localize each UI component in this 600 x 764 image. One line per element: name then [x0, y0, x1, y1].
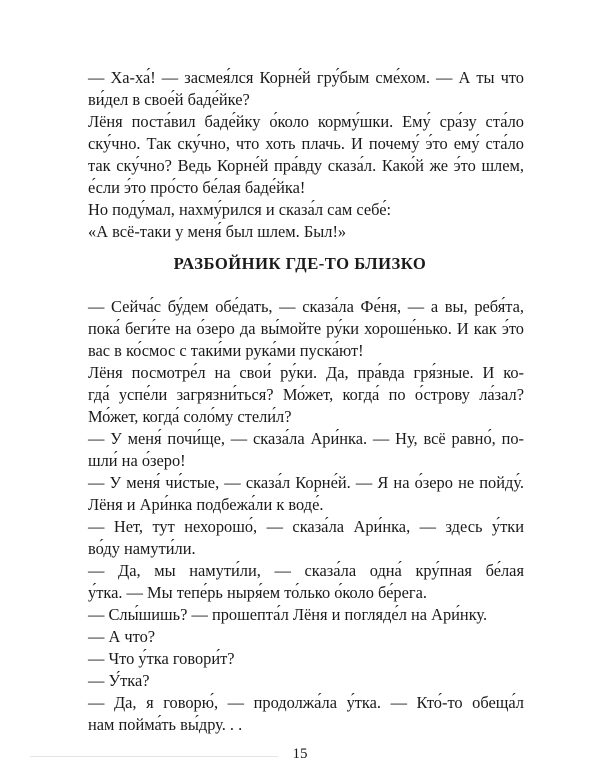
- text-line: — Да, мы намути́ли, — сказа́ла одна́ кру́пная бе́лая: [88, 561, 524, 580]
- text-line: гда́ успе́ли загрязни́ться? Мо́жет, когда́ по о́строву ла́зал?: [88, 385, 524, 404]
- text-line: вас в ко́смос с таки́ми рука́ми пуска́ют!: [88, 341, 364, 360]
- text-line: Но поду́мал, нахму́рился и сказа́л сам себе́:: [88, 200, 392, 219]
- text-line: нам пойма́ть вы́дру. . .: [88, 715, 243, 734]
- text-line: так ску́чно? Ведь Корне́й пра́вду сказа́л. Како́й же э́то шлем,: [88, 156, 524, 175]
- text-line: — Слы́шишь? — прошепта́л Лёня и погляде́л на Ари́нку.: [88, 605, 488, 624]
- text-line: Лёня и Ари́нка подбежа́ли к воде́.: [88, 495, 324, 514]
- text-line: у́тка. — Мы тепе́рь ныря́ем то́лько о́коло бе́рега.: [88, 583, 427, 602]
- scan-edge-divider: [30, 756, 278, 757]
- text-line: — У меня́ почи́ще, — сказа́ла Ари́нка. — Ну, всё равно́, по-: [88, 429, 524, 448]
- page-number: 15: [292, 746, 308, 762]
- text-line: — Да, я говорю́, — продолжа́ла у́тка. — Кто́-то обеща́л: [88, 693, 524, 712]
- text-line: пока́ беги́те на о́зеро да вы́мойте ру́ки хороше́нько. И как э́то: [88, 319, 524, 338]
- text-line: — У меня́ чи́стые, — сказа́л Корне́й. — Я на о́зеро не пойду́.: [88, 473, 524, 492]
- text-line: е́сли э́то про́сто бе́лая баде́йка!: [88, 178, 306, 197]
- text-line: — Что у́тка говори́т?: [88, 649, 235, 668]
- text-line: — У́тка?: [88, 671, 150, 690]
- text-line: ску́чно. Так ску́чно, что хоть плачь. И почему́ э́то ему́ ста́ло: [88, 134, 524, 153]
- text-line: ви́дел в свое́й баде́йке?: [88, 90, 250, 109]
- text-line: «А всё-таки у меня́ был шлем. Был!»: [88, 222, 347, 241]
- text-line: — А что?: [88, 627, 156, 646]
- chapter-heading: РАЗБОЙНИК ГДЕ-ТО БЛИЗКО: [173, 254, 427, 273]
- text-line: — Нет, тут нехорошо́, — сказа́ла Ари́нка, — здесь у́тки: [88, 517, 524, 536]
- text-line: — Сейча́с бу́дем обе́дать, — сказа́ла Фе́ня, — а вы, ребя́та,: [88, 297, 524, 316]
- text-line: — Ха-ха́! — засмея́лся Корне́й гру́бым сме́хом. — А ты что: [88, 68, 524, 87]
- text-line: Лёня поста́вил баде́йку о́коло корму́шки. Ему́ сра́зу ста́ло: [88, 112, 524, 131]
- text-line: Лёня посмотре́л на свои́ ру́ки. Да, пра́вда гря́зные. И ко-: [88, 363, 524, 382]
- text-line: шли́ на о́зеро!: [88, 451, 186, 470]
- text-line: во́ду намути́ли.: [88, 539, 196, 558]
- text-line: Мо́жет, когда́ соло́му стели́л?: [88, 407, 292, 426]
